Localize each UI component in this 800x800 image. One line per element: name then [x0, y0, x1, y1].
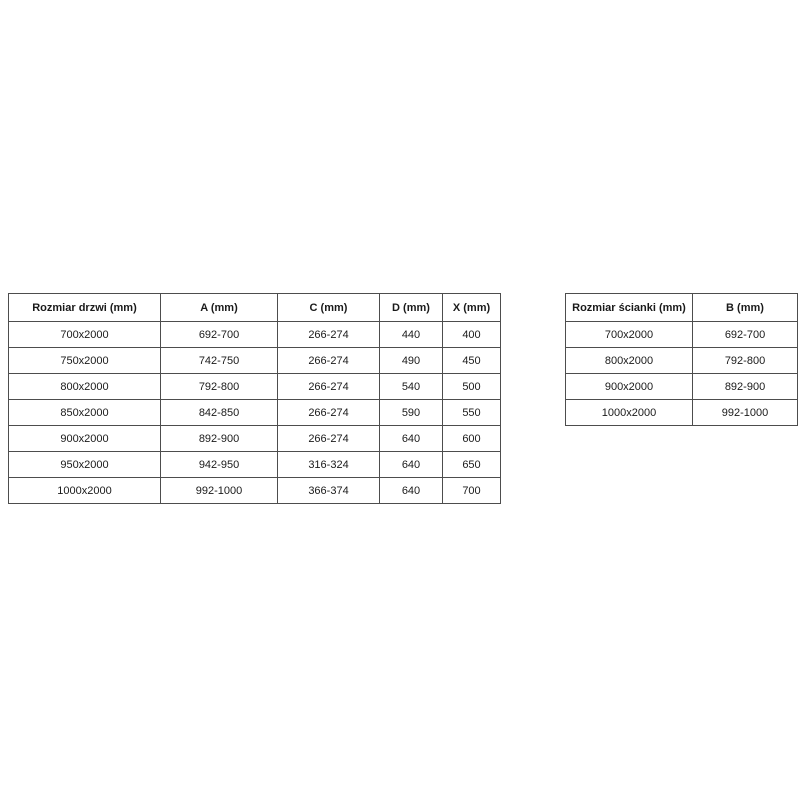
table-cell: 400 — [443, 322, 501, 348]
table-cell: 266-274 — [278, 322, 380, 348]
table-row — [566, 374, 798, 400]
table-cell: 316-324 — [278, 452, 380, 478]
doors-size-table — [8, 293, 501, 504]
table-cell: 892-900 — [693, 374, 798, 400]
table-row — [9, 348, 501, 374]
table-cell: 1000x2000 — [566, 400, 693, 426]
table-cell: 540 — [380, 374, 443, 400]
table-row — [566, 348, 798, 374]
table-cell: 600 — [443, 426, 501, 452]
table-row — [9, 322, 501, 348]
doors-header-x: X (mm) — [443, 294, 501, 322]
table-cell: 640 — [380, 426, 443, 452]
table-cell: 800x2000 — [9, 374, 161, 400]
doors-header-c: C (mm) — [278, 294, 380, 322]
walls-size-table — [565, 293, 798, 426]
table-cell: 692-700 — [693, 322, 798, 348]
walls-header-rozmiar: Rozmiar ścianki (mm) — [566, 294, 693, 322]
table-cell: 800x2000 — [566, 348, 693, 374]
table-cell: 366-374 — [278, 478, 380, 504]
table-cell: 850x2000 — [9, 400, 161, 426]
table-cell: 792-800 — [161, 374, 278, 400]
table-cell: 266-274 — [278, 374, 380, 400]
doors-header-rozmiar: Rozmiar drzwi (mm) — [9, 294, 161, 322]
table-row — [566, 400, 798, 426]
walls-header-b: B (mm) — [693, 294, 798, 322]
doors-header-a: A (mm) — [161, 294, 278, 322]
doors-header-d: D (mm) — [380, 294, 443, 322]
table-row — [566, 322, 798, 348]
table-row — [9, 374, 501, 400]
table-cell: 266-274 — [278, 400, 380, 426]
table-cell: 266-274 — [278, 348, 380, 374]
table-cell: 700x2000 — [9, 322, 161, 348]
table-cell: 692-700 — [161, 322, 278, 348]
table-cell: 640 — [380, 452, 443, 478]
table-row — [9, 452, 501, 478]
table-row — [9, 478, 501, 504]
walls-header-row — [566, 294, 798, 322]
table-cell: 992-1000 — [693, 400, 798, 426]
table-cell: 700x2000 — [566, 322, 693, 348]
table-cell: 450 — [443, 348, 501, 374]
table-cell: 892-900 — [161, 426, 278, 452]
table-cell: 900x2000 — [9, 426, 161, 452]
table-cell: 750x2000 — [9, 348, 161, 374]
table-cell: 266-274 — [278, 426, 380, 452]
table-cell: 650 — [443, 452, 501, 478]
table-cell: 700 — [443, 478, 501, 504]
table-cell: 590 — [380, 400, 443, 426]
table-cell: 1000x2000 — [9, 478, 161, 504]
table-cell: 640 — [380, 478, 443, 504]
table-cell: 742-750 — [161, 348, 278, 374]
table-cell: 950x2000 — [9, 452, 161, 478]
table-row — [9, 400, 501, 426]
table-cell: 440 — [380, 322, 443, 348]
table-cell: 500 — [443, 374, 501, 400]
table-cell: 792-800 — [693, 348, 798, 374]
table-cell: 992-1000 — [161, 478, 278, 504]
table-cell: 550 — [443, 400, 501, 426]
table-cell: 490 — [380, 348, 443, 374]
table-cell: 842-850 — [161, 400, 278, 426]
table-cell: 900x2000 — [566, 374, 693, 400]
doors-header-row — [9, 294, 501, 322]
table-row — [9, 426, 501, 452]
table-cell: 942-950 — [161, 452, 278, 478]
